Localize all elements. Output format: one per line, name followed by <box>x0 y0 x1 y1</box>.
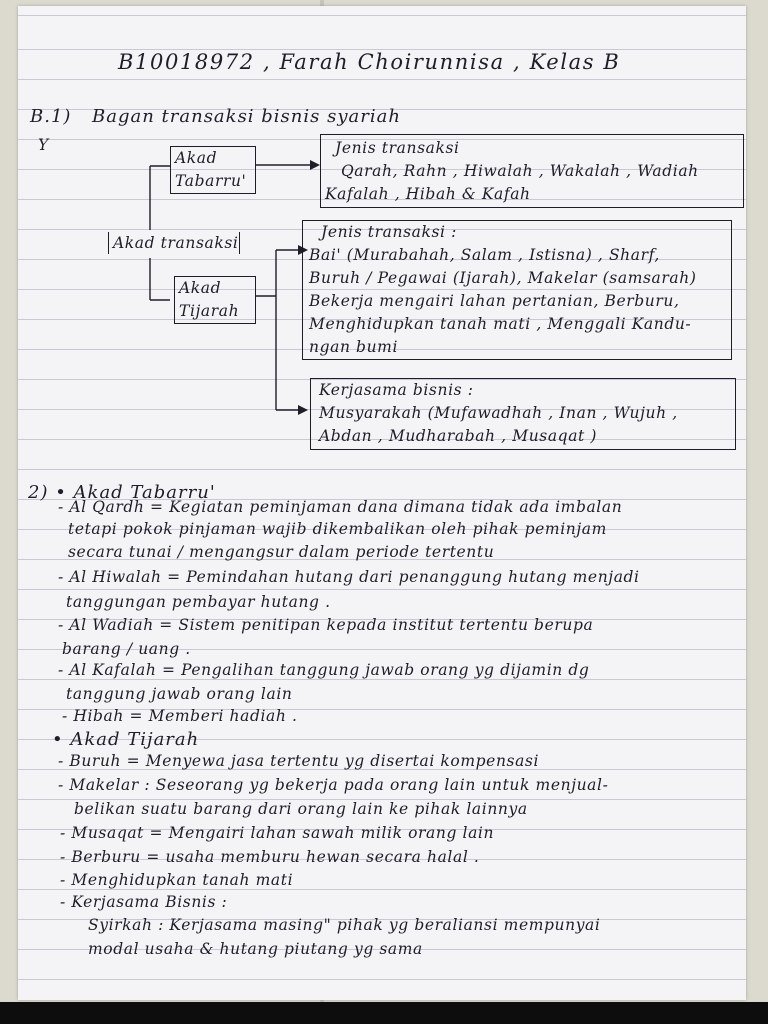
part2-line: - Kerjasama Bisnis : <box>60 893 228 911</box>
node-akad-tijarah-line-2: Tijarah <box>179 302 240 320</box>
kerjasama-box-line-1: Musyarakah (Mufawadhah , Inan , Wujuh , <box>319 404 678 422</box>
tabarru-box-line-1: Qarah, Rahn , Hiwalah , Wakalah , Wadiah <box>341 162 699 180</box>
kerjasama-box-line-2: Abdan , Mudharabah , Musaqat ) <box>319 427 598 445</box>
tijarah-box-line-2: Buruh / Pegawai (Ijarah), Makelar (samsarah) <box>309 269 697 287</box>
node-akad-tabarru-line-1: Akad <box>175 149 218 167</box>
question-1-title: Bagan transaksi bisnis syariah <box>92 106 401 127</box>
part2-line: belikan suatu barang dari orang lain ke pihak lainnya <box>74 800 528 818</box>
box-jenis-transaksi-tabarru <box>320 134 744 208</box>
part2-line: - Al Qardh = Kegiatan peminjaman dana dimana tidak ada imbalan <box>58 498 623 516</box>
node-akad-tabarru <box>170 146 256 194</box>
part2-line: - Al Hiwalah = Pemindahan hutang dari penanggung hutang menjadi <box>58 568 640 586</box>
part2-line: - Menghidupkan tanah mati <box>60 871 294 889</box>
part2-line: - Hibah = Memberi hadiah . <box>62 707 298 725</box>
tijarah-box-line-5: ngan bumi <box>309 338 399 356</box>
part2-line: - Al Wadiah = Sistem penitipan kepada institut tertentu berupa <box>58 616 594 634</box>
node-akad-tijarah-line-1: Akad <box>179 279 222 297</box>
node-akad-tijarah <box>174 276 256 324</box>
part2-line: Syirkah : Kerjasama masing" pihak yg beraliansi mempunyai <box>88 916 601 934</box>
kerjasama-box-heading: Kerjasama bisnis : <box>319 381 474 399</box>
tabarru-box-line-2: Kafalah , Hibah & Kafah <box>325 185 531 203</box>
part2-line: barang / uang . <box>62 640 191 658</box>
box-jenis-transaksi-tijarah <box>302 220 732 360</box>
part2-line: tanggung jawab orang lain <box>66 685 293 703</box>
part2-line: secara tunai / mengangsur dalam periode tertentu <box>68 543 495 561</box>
side-mark: Y <box>38 136 49 154</box>
part2-line: - Al Kafalah = Pengalihan tanggung jawab orang yg dijamin dg <box>58 661 590 679</box>
tijarah-box-line-1: Bai' (Murabahah, Salam , Istisna) , Sharf, <box>309 246 660 264</box>
part2-heading-tabarru: 2) • Akad Tabarru' <box>28 482 216 503</box>
part2-line: tetapi pokok pinjaman wajib dikembalikan oleh pihak peminjam <box>68 520 607 538</box>
root-node-akad-transaksi: Akad transaksi <box>108 232 240 254</box>
part2-line: modal usaha & hutang piutang yg sama <box>88 940 423 958</box>
part2-heading-tijarah: • Akad Tijarah <box>52 729 200 750</box>
part2-line: tanggungan pembayar hutang . <box>66 593 331 611</box>
tijarah-box-line-4: Menghidupkan tanah mati , Menggali Kandu- <box>309 315 692 333</box>
student-id-name-class: B10018972 , Farah Choirunnisa , Kelas B <box>118 50 621 74</box>
question-1-marker: B.1) <box>30 106 72 127</box>
notebook-page <box>18 6 746 1000</box>
tijarah-box-line-3: Bekerja mengairi lahan pertanian, Berburu, <box>309 292 680 310</box>
box-kerjasama-bisnis <box>310 378 736 450</box>
tijarah-box-heading: Jenis transaksi : <box>321 223 457 241</box>
part2-line: - Berburu = usaha memburu hewan secara halal . <box>60 848 480 866</box>
diagram-connectors <box>18 6 746 426</box>
bottom-dark-strip <box>0 1002 768 1024</box>
part2-line: - Musaqat = Mengairi lahan sawah milik orang lain <box>60 824 495 842</box>
arrowhead-kerjasama <box>298 405 308 415</box>
part2-line: - Makelar : Seseorang yg bekerja pada orang lain untuk menjual- <box>58 776 609 794</box>
arrowhead-jenis-tabarru <box>310 160 320 170</box>
tabarru-box-heading: Jenis transaksi <box>335 139 460 157</box>
node-akad-tabarru-line-2: Tabarru' <box>175 172 247 190</box>
part2-line: - Buruh = Menyewa jasa tertentu yg disertai kompensasi <box>58 752 540 770</box>
